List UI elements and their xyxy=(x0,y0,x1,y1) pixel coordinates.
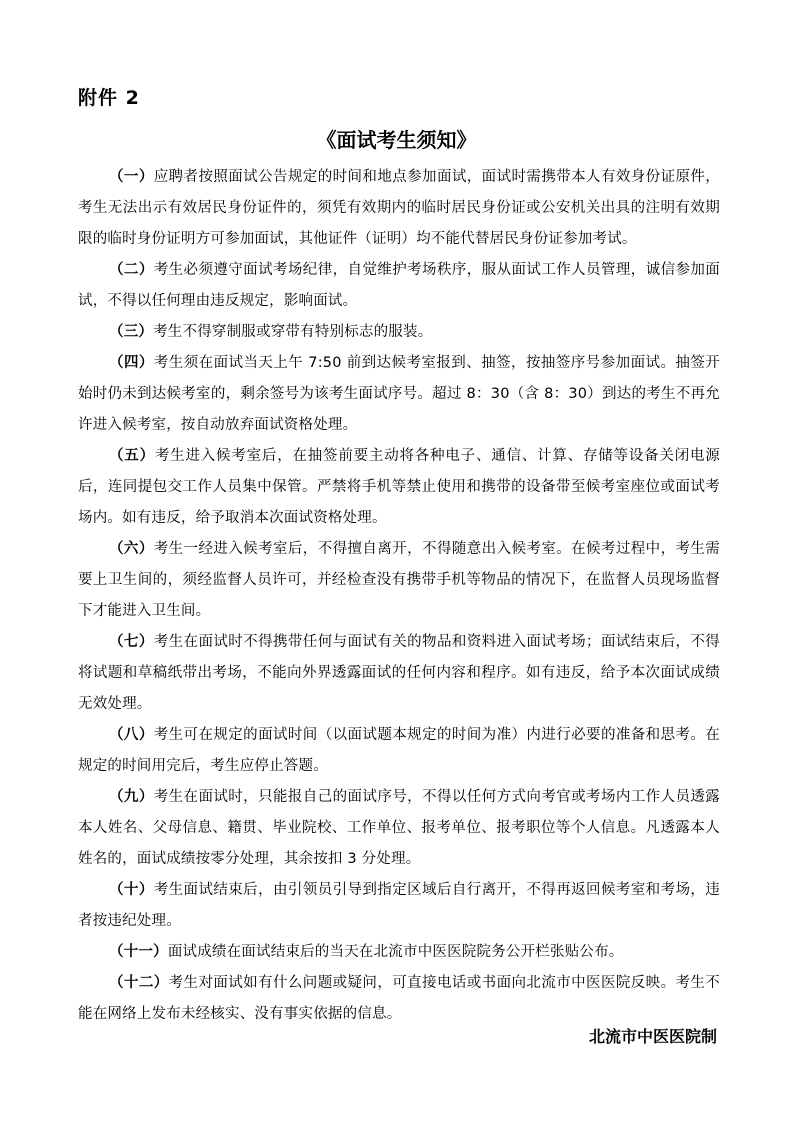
notice-item-text: 应聘者按照面试公告规定的时间和地点参加面试，面试时需携带本人有效身份证原件，考生无法出示有效居民身份证件的，须凭有效期内的临时居民身份证或公安机关出具的注明有效期限的临时身份证明方可参加面试，其他证件（证明）均不能代替居民身份证参加考试。 xyxy=(78,169,720,247)
notice-item-3 xyxy=(78,317,720,348)
document-title: 《面试考生须知》 xyxy=(316,128,477,152)
notice-item-number: （十） xyxy=(109,882,154,898)
notice-item-4 xyxy=(78,348,720,441)
notice-item-text: 考生可在规定的面试时间（以面试题本规定的时间为准）内进行必要的准备和思考。在规定的时间用完后，考生应停止答题。 xyxy=(78,727,720,774)
notice-item-number: （五） xyxy=(109,448,155,464)
notice-item-6 xyxy=(78,534,720,627)
notice-item-number: （八） xyxy=(109,727,154,743)
notice-item-number: （九） xyxy=(109,789,154,805)
notice-item-number: （七） xyxy=(109,634,154,650)
notice-item-11 xyxy=(78,937,720,968)
notice-item-7 xyxy=(78,627,720,720)
notice-item-text: 考生对面试如有什么问题或疑问，可直接电话或书面向北流市中医医院反映。考生不能在网络上发布未经核实、没有事实依据的信息。 xyxy=(78,975,720,1022)
notice-item-10 xyxy=(78,875,720,937)
notice-item-text: 考生进入候考室后，在抽签前要主动将各种电子、通信、计算、存储等设备关闭电源后，连同提包交工作人员集中保管。严禁将手机等禁止使用和携带的设备带至候考室座位或面试考场内。如有违反，给予取消本次面试资格处理。 xyxy=(78,448,720,526)
notice-item-text: 考生必须遵守面试考场纪律，自觉维护考场秩序，服从面试工作人员管理，诚信参加面试，不得以任何理由违反规定，影响面试。 xyxy=(78,262,720,309)
notice-item-9 xyxy=(78,782,720,875)
notice-item-number: （三） xyxy=(109,324,154,340)
notice-item-text: 考生一经进入候考室后，不得擅自离开，不得随意出入候考室。在候考过程中，考生需要上卫生间的，须经监督人员许可，并经检查没有携带手机等物品的情况下，在监督人员现场监督下才能进入卫生间。 xyxy=(78,541,720,619)
notice-item-number: （十一） xyxy=(109,944,168,960)
notice-body xyxy=(78,162,720,1030)
notice-item-number: （二） xyxy=(109,262,154,278)
notice-item-number: （四） xyxy=(109,355,154,371)
attachment-label: 附件 2 xyxy=(78,87,140,109)
notice-item-number: （六） xyxy=(109,541,154,557)
notice-item-number: （一） xyxy=(109,169,154,185)
notice-item-2 xyxy=(78,255,720,317)
notice-item-text: 考生在面试时不得携带任何与面试有关的物品和资料进入面试考场；面试结束后，不得将试题和草稿纸带出考场，不能向外界透露面试的任何内容和程序。如有违反，给予本次面试成绩无效处理。 xyxy=(78,634,720,712)
notice-item-text: 面试成绩在面试结束后的当天在北流市中医医院院务公开栏张贴公布。 xyxy=(167,944,624,960)
notice-item-text: 考生不得穿制服或穿带有特别标志的服装。 xyxy=(153,324,433,340)
notice-item-number: （十二） xyxy=(109,975,169,991)
notice-item-text: 考生须在面试当天上午 7:50 前到达候考室报到、抽签，按抽签序号参加面试。抽签开始时仍未到达候考室的，剩余签号为该考生面试序号。超过 8：30（含 8：30）到达的考生不再允许进入候考室，按自动放弃面试资格处理。 xyxy=(78,355,720,433)
notice-item-1 xyxy=(78,162,720,255)
notice-item-8 xyxy=(78,720,720,782)
notice-item-5 xyxy=(78,441,720,534)
issuer-signature: 北流市中医医院制 xyxy=(588,1027,717,1046)
notice-item-12 xyxy=(78,968,720,1030)
notice-item-text: 考生在面试时，只能报自己的面试序号，不得以任何方式向考官或考场内工作人员透露本人姓名、父母信息、籍贯、毕业院校、工作单位、报考单位、报考职位等个人信息。凡透露本人姓名的，面试成绩按零分处理，其余按扣 3 分处理。 xyxy=(78,789,720,867)
notice-item-text: 考生面试结束后，由引领员引导到指定区域后自行离开，不得再返回候考室和考场，违者按违纪处理。 xyxy=(78,882,720,929)
